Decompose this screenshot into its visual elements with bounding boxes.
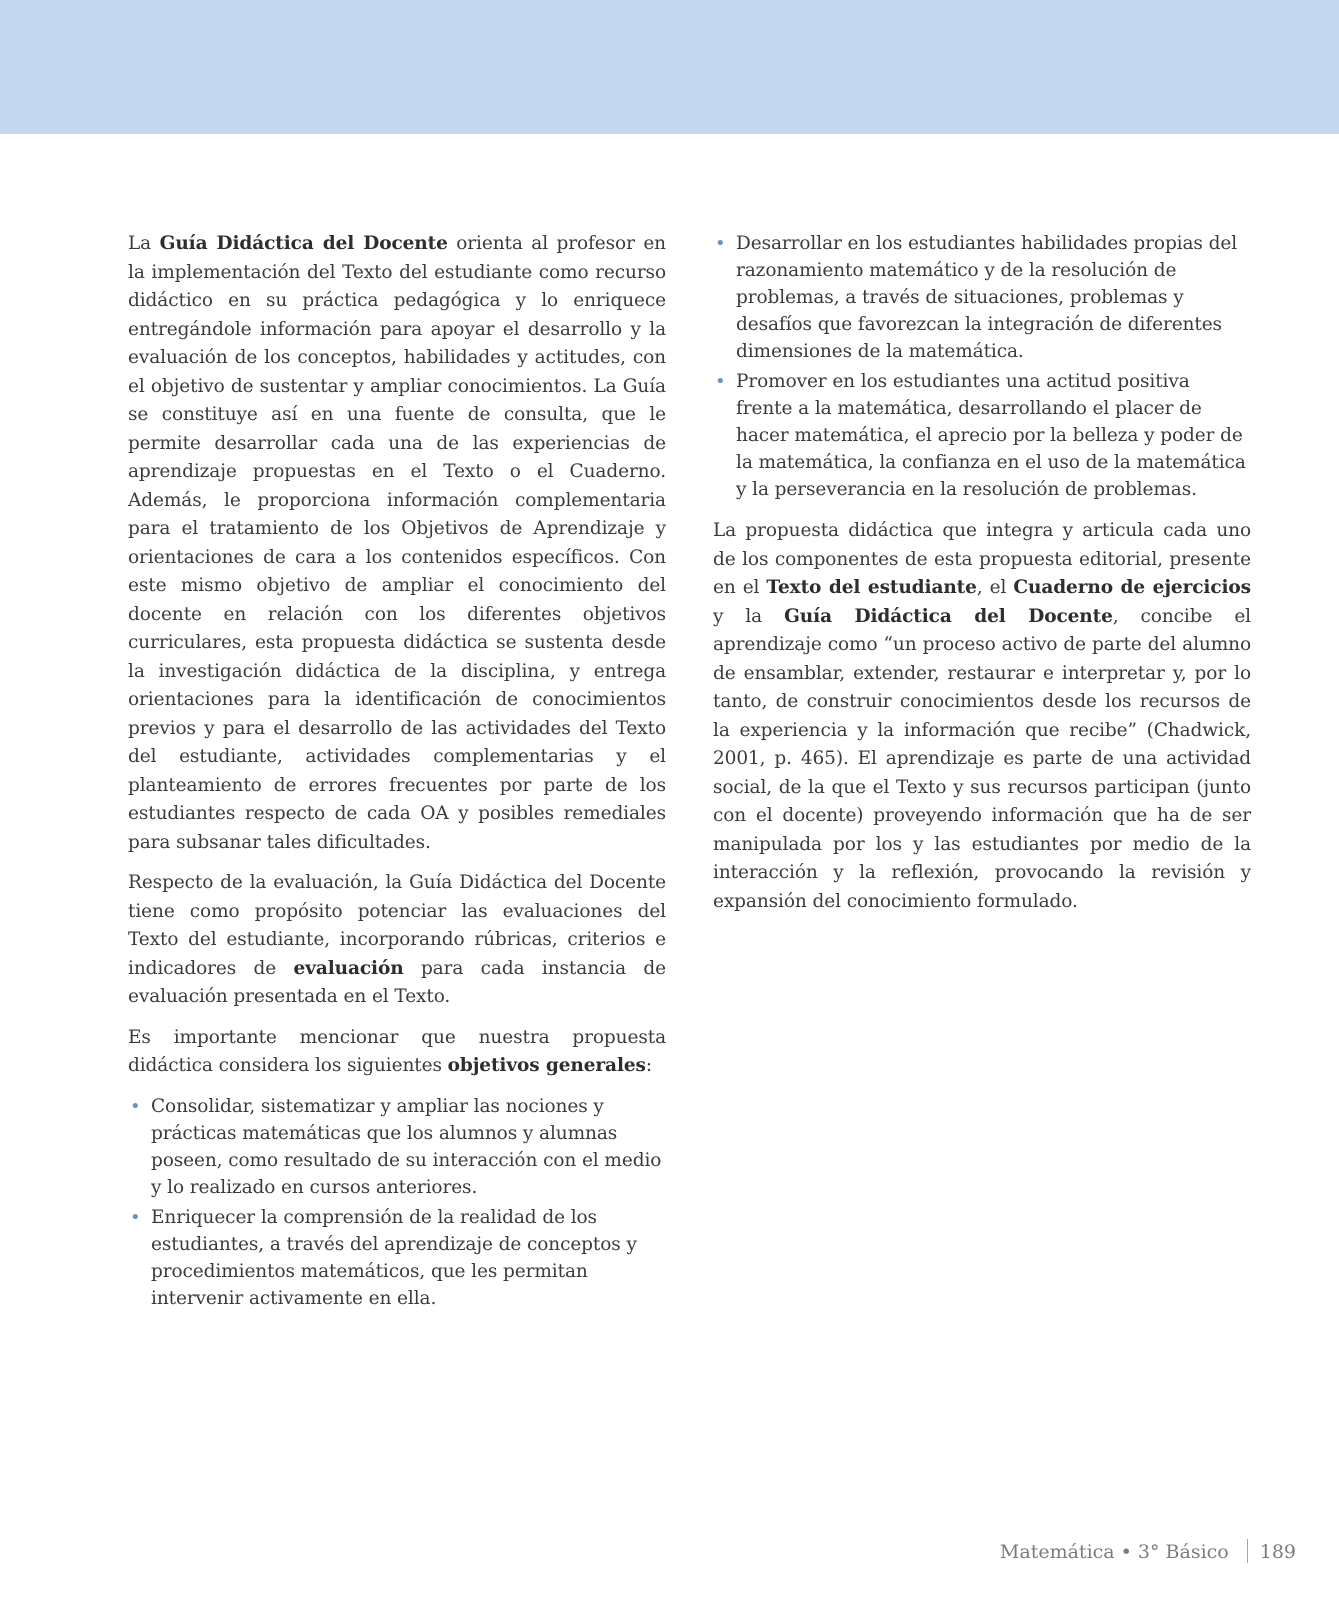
bold-term: objetivos generales bbox=[447, 1055, 646, 1076]
page-footer bbox=[1000, 1537, 1296, 1567]
footer-divider bbox=[1247, 1539, 1248, 1563]
text-span: La bbox=[128, 233, 160, 254]
footer-subject: Matemática • 3° Básico bbox=[999, 1541, 1229, 1563]
objectives-list-left bbox=[128, 1093, 666, 1312]
text-span: Respecto de la evaluación, la Guía Didáctica del Docente tiene como propósito potenciar las evaluaciones del Texto del estudiante, incorporando rúbricas, criterios e indicadores de bbox=[128, 872, 666, 979]
bold-term: evaluación bbox=[293, 957, 404, 979]
bullet-icon: • bbox=[130, 1206, 141, 1228]
bullet-icon: • bbox=[715, 233, 726, 254]
text-span: orienta al profesor en la implementación del Texto del estudiante como recurso didáctico en su práctica pedagógica y lo enriquece entregándole información para apoyar el desarrollo y la evaluación de los conceptos, habilidades y actitudes, con el objetivo de sustentar y ampliar conocimientos. La Guía se constituye así en una fuente de consulta, que le permite desarrollar cada una de las experiencias de aprendizaje propuestas en el Texto o el Cuaderno. Además, le proporciona información complementaria para el tratamiento de los Objetivos de Aprendizaje y orientaciones de cara a los contenidos específicos. Con este mismo objetivo de ampliar el conocimiento del docente en relación con los diferentes objetivos curriculares, esta propuesta didáctica se sustenta desde la investigación didáctica de la disciplina, y entrega orientaciones para la identificación de conocimientos previos y para el desarrollo de las actividades del Texto del estudiante, actividades complementarias y el planteamiento de errores frecuentes por parte de los estudiantes respecto de cada OA y posibles remediales para subsanar tales dificultades. bbox=[128, 233, 666, 853]
list-item bbox=[713, 230, 1251, 365]
list-item-text: Desarrollar en los estudiantes habilidades propias del razonamiento matemático y de la resolución de problemas, a través de situaciones, problemas y desafíos que favorezcan la integración de diferentes dimensiones de la matemática. bbox=[736, 233, 1238, 362]
list-item bbox=[128, 1093, 666, 1201]
bold-term: Guía Didáctica del Docente bbox=[159, 233, 448, 254]
text-span: para cada instancia de evaluación presentada en el Texto. bbox=[128, 957, 666, 1007]
list-item bbox=[713, 368, 1251, 503]
list-item bbox=[128, 1204, 666, 1312]
intro-paragraph bbox=[128, 230, 666, 857]
objectives-list-right bbox=[713, 230, 1251, 503]
text-span: : bbox=[645, 1055, 652, 1076]
bold-term: Texto del estudiante bbox=[766, 577, 977, 598]
bullet-icon: • bbox=[130, 1095, 141, 1117]
bullet-icon: • bbox=[715, 371, 726, 392]
left-column bbox=[128, 230, 666, 1326]
objectives-intro-paragraph bbox=[128, 1024, 666, 1081]
header-band bbox=[0, 0, 1339, 134]
page-number: 189 bbox=[1259, 1541, 1296, 1563]
evaluation-paragraph bbox=[128, 869, 666, 1012]
text-span: y la bbox=[713, 605, 785, 627]
bold-term: Cuaderno de ejercicios bbox=[1013, 577, 1251, 598]
bold-term: Guía Didáctica del Docente bbox=[784, 605, 1113, 627]
text-span: , concibe el aprendizaje como “un proceso activo de parte del alumno de ensamblar, extender, restaurar e interpretar y, por lo tanto, de construir conocimientos desde los recursos de la experiencia y la información que recibe” (Chadwick, 2001, p. 465). El aprendizaje es parte de una actividad social, de la que el Texto y sus recursos participan (junto con el docente) proveyendo información que ha de ser manipulada por los y las estudiantes por medio de la interacción y la reflexión, provocando la revisión y expansión del conocimiento formulado. bbox=[713, 605, 1251, 912]
list-item-text: Promover en los estudiantes una actitud positiva frente a la matemática, desarrollando el placer de hacer matemática, el aprecio por la belleza y poder de la matemática, la confianza en el uso de la matemática y la perseverancia en la resolución de problemas. bbox=[736, 371, 1246, 500]
text-span: , el bbox=[976, 577, 1014, 598]
list-item-text: Consolidar, sistematizar y ampliar las nociones y prácticas matemáticas que los alumnos y alumnas poseen, como resultado de su interacción con el medio y lo realizado en cursos anteriores. bbox=[151, 1095, 662, 1198]
proposal-paragraph bbox=[713, 517, 1251, 916]
text-span: Es importante mencionar que nuestra propuesta didáctica considera los siguientes bbox=[128, 1026, 666, 1076]
right-column bbox=[713, 230, 1251, 928]
list-item-text: Enriquecer la comprensión de la realidad de los estudiantes, a través del aprendizaje de conceptos y procedimientos matemáticos, que les permitan intervenir activamente en ella. bbox=[151, 1206, 637, 1309]
text-span: La propuesta didáctica que integra y articula cada uno de los componentes de esta propuesta editorial, presente en el bbox=[713, 520, 1251, 598]
